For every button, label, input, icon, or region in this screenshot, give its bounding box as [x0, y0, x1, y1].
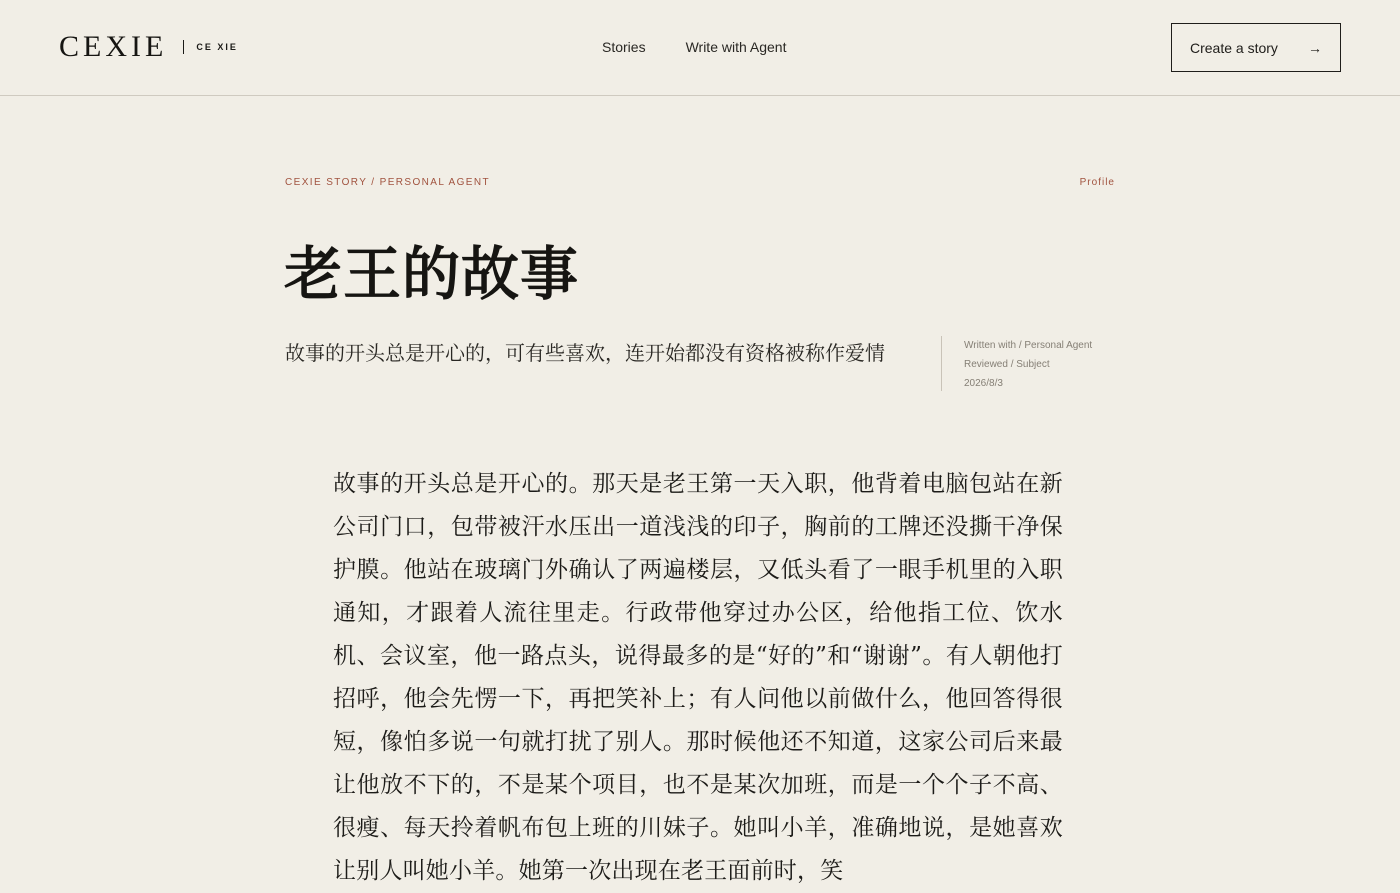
nav-stories-link[interactable]: Stories [602, 39, 646, 55]
main-nav [602, 38, 786, 56]
meta-reviewed: Reviewed / Subject [964, 359, 1050, 370]
nav-write-with-agent-link[interactable]: Write with Agent [685, 39, 787, 55]
brand-logo-link[interactable] [59, 30, 238, 64]
breadcrumb[interactable]: CEXIE STORY / PERSONAL AGENT [285, 177, 490, 188]
story-meta [941, 336, 1092, 391]
brand-logo: CEXIE [59, 30, 168, 63]
create-story-label: Create a story [1190, 39, 1278, 56]
story-body: 故事的开头总是开心的。那天是老王第一天入职，他背着电脑包站在新公司门口，包带被汗水压出一道浅浅的印子，胸前的工牌还没撕干净保护膜。他站在玻璃门外确认了两遍楼层，又低头看了一眼手机里的入职通知，才跟着人流往里走。行政带他穿过办公区，给他指工位、饮水机、会议室，他一路点头，说得最多的是“好的”和“谢谢”。有人朝他打招呼，他会先愣一下，再把笑补上；有人问他以前做什么，他回答得很短，像怕多说一句就打扰了别人。那时候他还不知道，这家公司后来最让他放不下的，不是某个项目，也不是某次加班，而是一个个子不高、很瘦、每天拎着帆布包上班的川妹子。她叫小羊，准确地说，是她喜欢让别人叫她小羊。她第一次出现在老王面前时，笑 [333, 471, 1063, 884]
meta-date: 2026/8/3 [964, 378, 1003, 389]
meta-written-with: Written with / Personal Agent [964, 340, 1093, 351]
arrow-right-icon: → [1308, 39, 1322, 56]
story-title: 老王的故事 [284, 240, 580, 308]
site-header [0, 0, 1400, 96]
create-story-button[interactable] [1171, 23, 1341, 72]
brand-subtitle: CE XIE [196, 42, 238, 52]
brand-divider [183, 40, 184, 54]
story-subtitle: 故事的开头总是开心的，可有些喜欢，连开始都没有资格被称作爱情 [285, 341, 885, 365]
profile-link[interactable]: Profile [1079, 177, 1115, 188]
